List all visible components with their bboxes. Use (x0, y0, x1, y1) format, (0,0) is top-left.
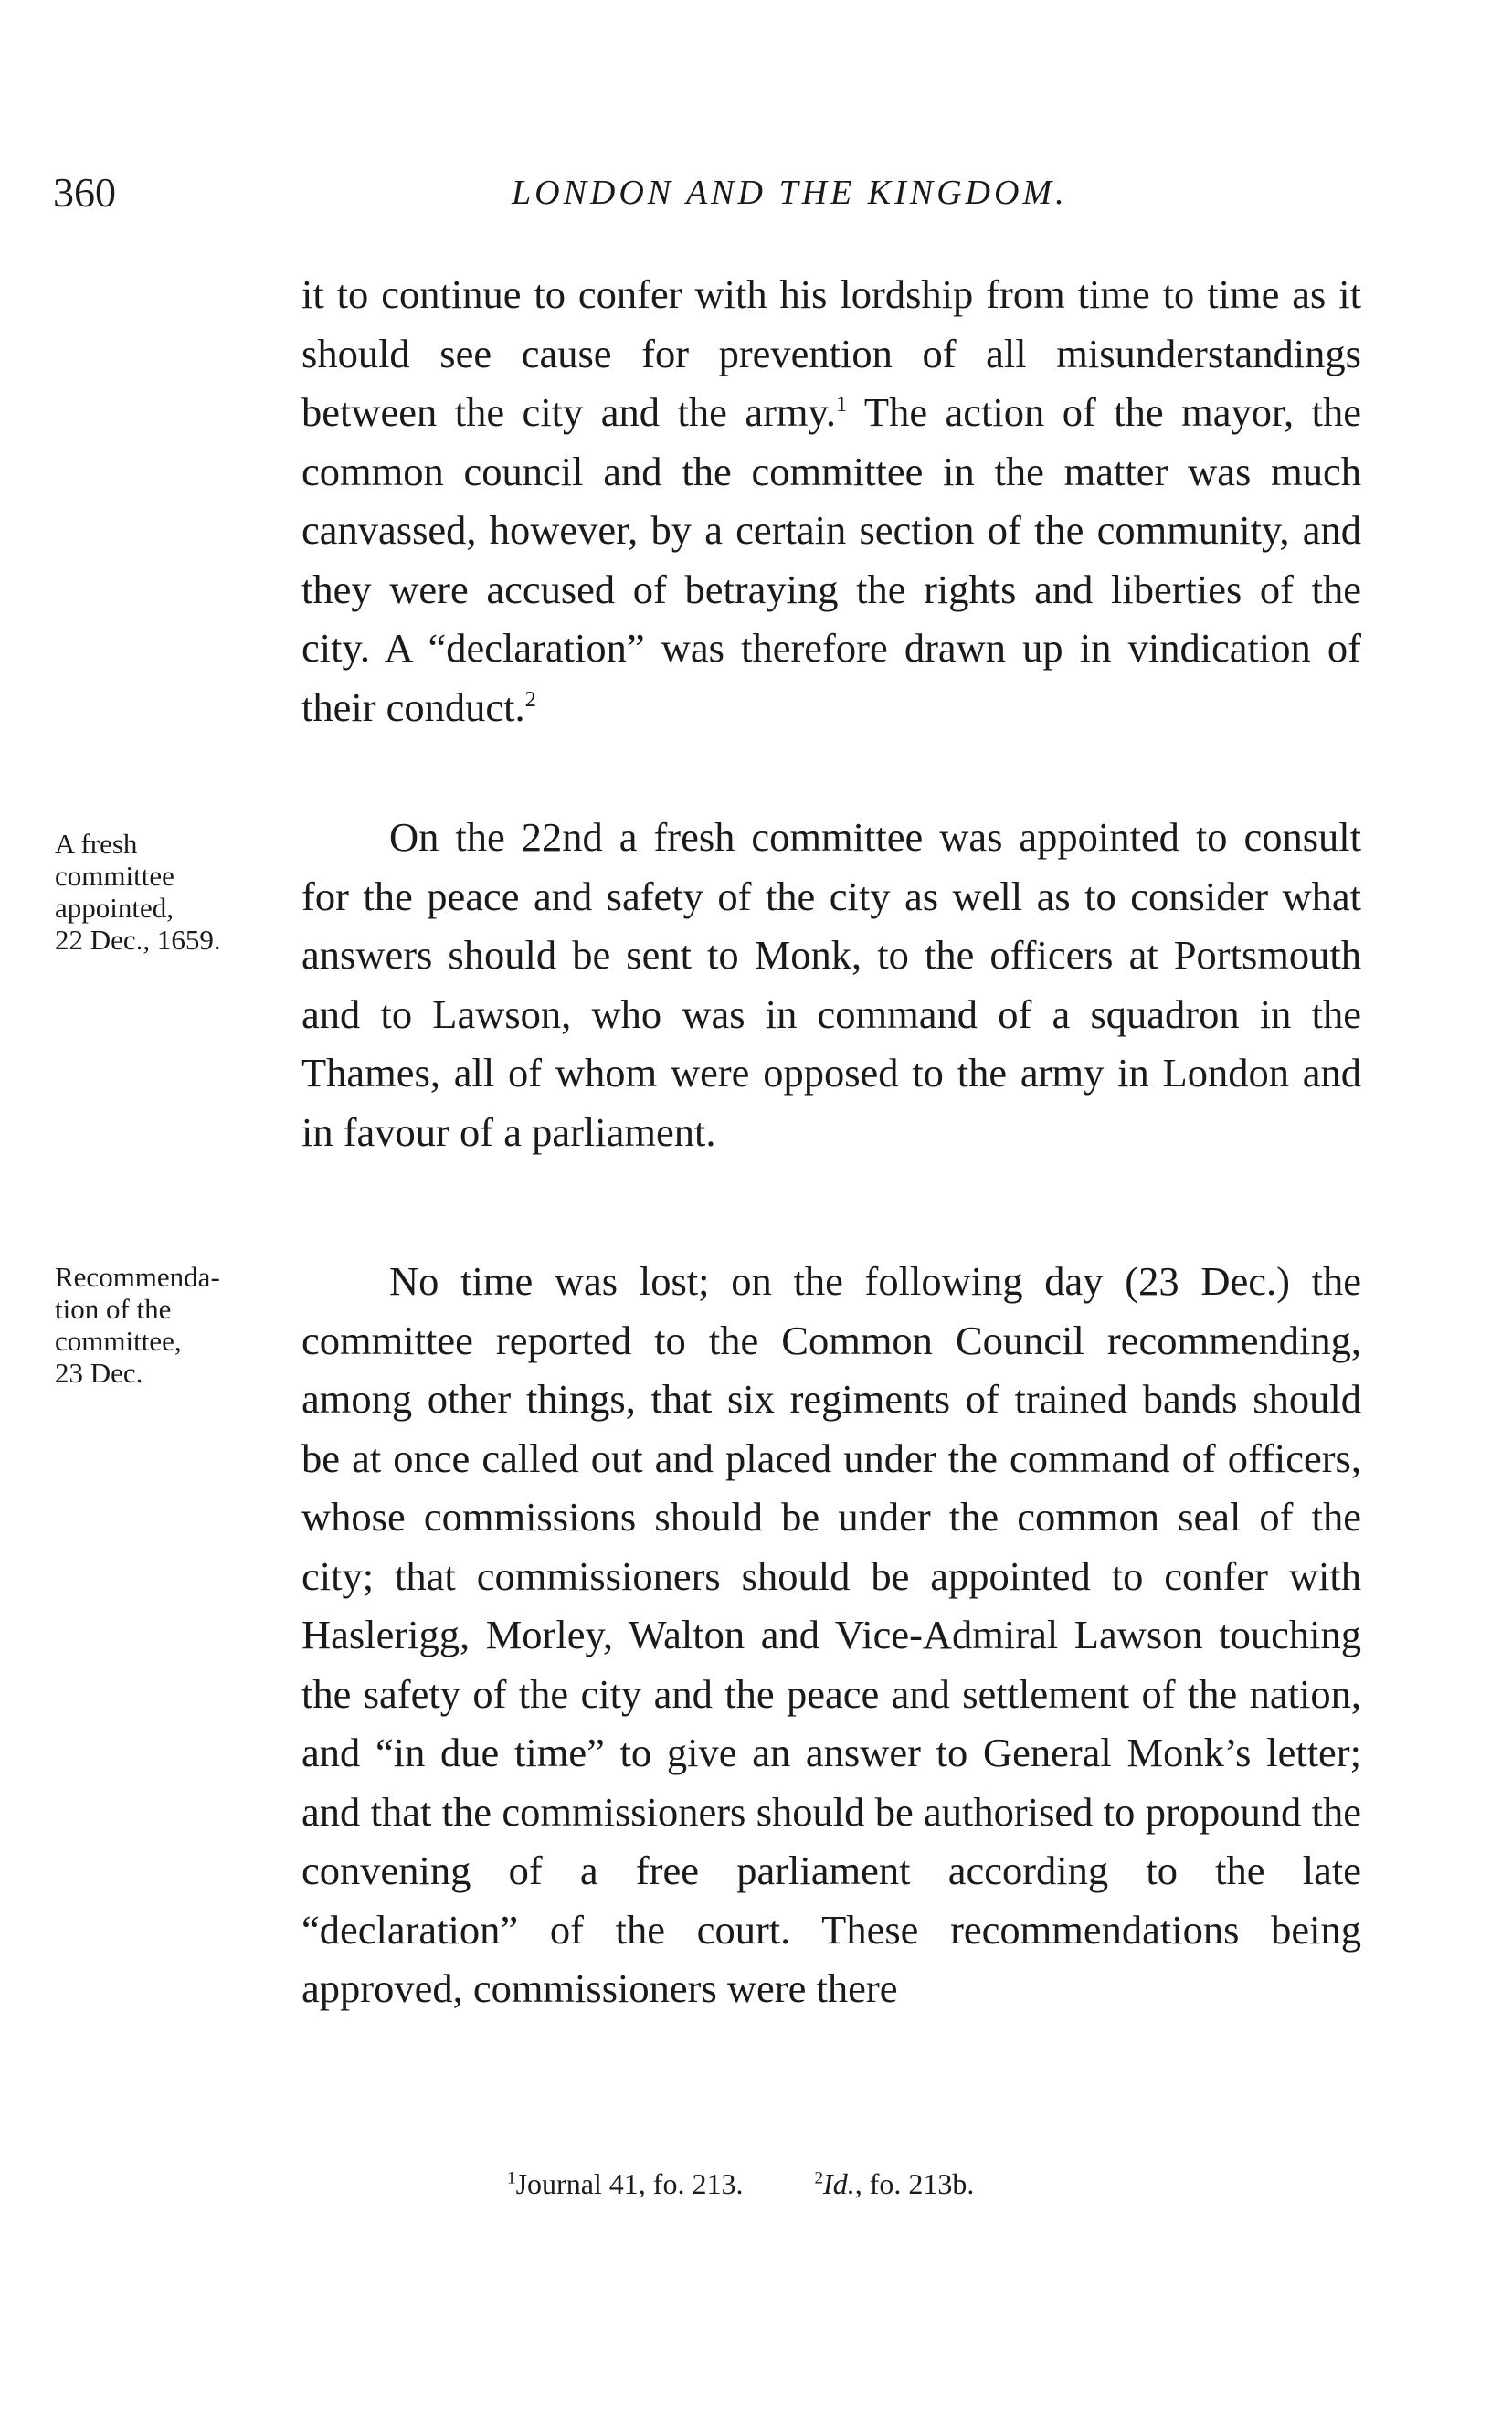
sidenote-recommendation (55, 1261, 274, 1389)
sidenote-line: 22 Dec., 1659. (55, 924, 221, 956)
paragraph-1-after: The action of the mayor, the common council and the committee in the matter was much canvassed, however, by a certain section of the community, and they were accused of betraying the rights and liberties of the city. A “declaration” was therefore drawn up in vindication of their conduct. (301, 389, 1361, 730)
footnote-mark-2: 2 (814, 2168, 824, 2188)
footnotes (507, 2169, 974, 2198)
sidenote-line: A fresh (55, 828, 138, 860)
sidenote-line: committee (55, 860, 174, 892)
sidenote-line: committee, (55, 1325, 182, 1357)
sidenote-line: Recommenda- (55, 1261, 220, 1293)
footnote-2-text: , fo. 213b. (854, 2167, 975, 2200)
footnote-ref-1: 1 (836, 392, 848, 418)
footnote-1-text: Journal 41, fo. 213. (515, 2167, 744, 2200)
sidenote-line: tion of the (55, 1293, 172, 1325)
footnote-2-italic: Id. (823, 2167, 855, 2200)
paragraph-1-before: it to continue to confer with his lordship from time to time as it should see cause for prevention of all misunderstandings between the city and the army. (301, 271, 1361, 435)
footnote-2 (814, 2169, 974, 2198)
paragraph-3 (301, 1252, 1361, 2018)
sidenote-line: appointed, (55, 892, 174, 924)
paragraph-2-text: On the 22nd a fresh committee was appointed to consult for the peace and safety of the city as well as to consider what answers should be sent to Monk, to the officers at Portsmouth and to Lawson, who was in command of a squadron in the Thames, all of whom were opposed to the army in London and in favour of a parliament. (301, 814, 1361, 1155)
footnote-mark-1: 1 (507, 2168, 516, 2188)
sidenote-fresh-committee (55, 828, 274, 956)
footnote-ref-2: 2 (524, 686, 536, 712)
paragraph-2 (301, 808, 1361, 1161)
sidenote-line: 23 Dec. (55, 1357, 143, 1389)
page-number: 360 (53, 169, 116, 216)
paragraph-3-text: No time was lost; on the following day (23 Dec.) the committee reported to the Common Council recommending, among other things, that six regiments of trained bands should be at once called out and placed under the command of officers, whose commissions should be under the common seal of the city; that commissioners should be appointed to confer with Haslerigg, Morley, Walton and Vice-Admiral Lawson touching the safety of the city and the peace and settlement of the nation, and “in due time” to give an answer to General Monk’s letter; and that the commissioners should be authorised to propound the convening of a free parliament according to the late “declaration” of the court. These recommendations being approved, commissioners were there (301, 1258, 1361, 2011)
footnote-1 (507, 2169, 743, 2198)
running-head: LONDON AND THE KINGDOM. (512, 174, 1068, 212)
paragraph-1-text (301, 265, 1361, 736)
paragraph-1 (301, 265, 1361, 736)
